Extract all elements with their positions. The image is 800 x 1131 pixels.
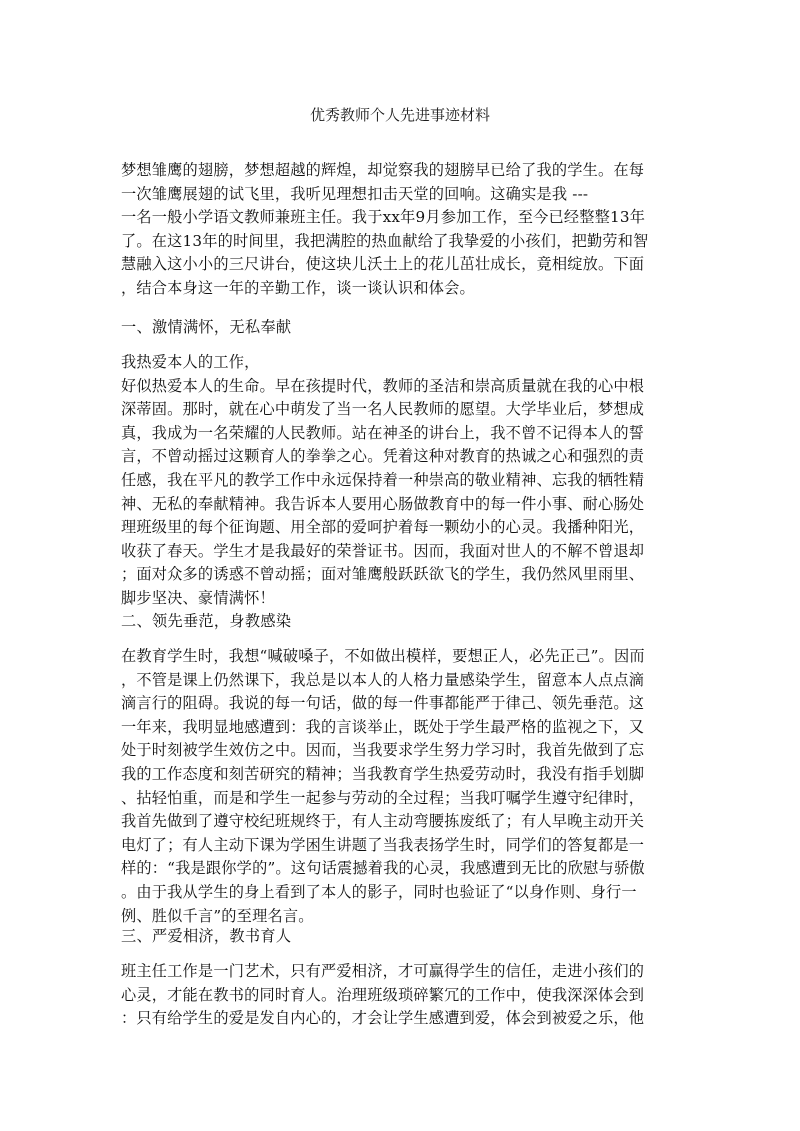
document-title: 优秀教师个人先进事迹材料 [309,106,490,124]
text-line: 了。在这13年的时间里，我把满腔的热血献给了我挚爱的小孩们，把勤劳和智 [121,231,649,250]
text-line: 一年来，我明显地感遭到：我的言谈举止，既处于学生最严格的监视之下，又 [121,717,645,736]
text-line: ；面对众多的诱惑不曾动摇；面对雏鹰般跃跃欲飞的学生，我仍然风里雨里、 [121,565,645,584]
text-line: 班主任工作是一门艺术，只有严爱相济，才可赢得学生的信任，走进小孩们的 [121,962,645,980]
text-line: 真，我成为一名荣耀的人民教师。站在神圣的讲台上，我不曾不记得本人的誓 [121,423,645,442]
intro-paragraph [121,159,681,301]
text-line: ，结合本身这一年的辛勤工作，谈一谈认识和体会。 [121,278,475,297]
text-line: ，不管是课上仍然课下，我总是以本人的人格力量感染学生，留意本人点点滴 [121,670,645,689]
text-line: 在教育学生时，我想“喊破嗓子，不如做出模样，要想正人，必先正己”。因而 [121,647,645,665]
text-line: ：只有给学生的爱是发自内心的，才会让学生感遭到爱，体会到被爱之乐，他 [121,1009,645,1028]
text-line: 慧融入这小小的三尺讲台，使这块儿沃土上的花儿茁壮成长，竟相绽放。下面 [121,255,645,274]
text-line: 深蒂固。那时，就在心中萌发了当一名人民教师的愿望。大学毕业后，梦想成 [121,400,645,419]
text-line: 一次雏鹰展翅的试飞里，我听见理想扣击天堂的回响。这确实是我 --- [121,184,589,203]
text-line: 神、无私的奉献精神。我告诉本人要用心肠做教育中的每一件小事、耐心肠处 [121,494,645,513]
text-line: 滴言行的阻碍。我说的每一句话，做的每一件事都能严于律己、领先垂范。这 [121,694,645,713]
text-line: 我热爱本人的工作， [121,353,260,371]
text-line: 好似热爱本人的生命。早在孩提时代，教师的圣洁和崇高质量就在我的心中根 [121,376,645,395]
section-3-paragraph [121,960,681,1031]
section-1-paragraph [121,351,681,611]
text-line: 电灯了；有人主动下课为学困生讲题了当我表扬学生时，同学们的答复都是一 [121,835,645,854]
text-line: 脚步坚决、豪情满怀！ [121,588,275,607]
section-heading-3: 三、严爱相济，教书育人 [121,927,292,945]
text-line: 任感，我在平凡的教学工作中永远保持着一种崇高的敬业精神、忘我的牺牲精 [121,470,645,489]
text-line: 心灵，才能在教书的同时育人。治理班级琐碎繁冗的工作中，使我深深体会到 [121,985,645,1004]
text-line: 言，不曾动摇过这颗育人的拳拳之心。凭着这种对教育的热诚之心和强烈的责 [121,447,645,466]
text-line: 、拈轻怕重，而是和学生一起参与劳动的全过程；当我叮嘱学生遵守纪律时， [121,788,645,807]
section-2-paragraph [121,645,681,928]
text-line: 样的：“我是跟你学的”。这句话震撼着我的心灵，我感遭到无比的欣慰与骄傲 [121,859,645,878]
text-line: 一名一般小学语文教师兼班主任。我于xx年9月参加工作，至今已经整整13年 [121,208,646,227]
text-line: 梦想雏鹰的翅膀，梦想超越的辉煌，却觉察我的翅膀早已给了我的学生。在每 [121,161,645,179]
text-line: 。由于我从学生的身上看到了本人的影子，同时也验证了“以身作则、身行一 [121,882,637,901]
text-line: 我首先做到了遵守校纪班规终于，有人主动弯腰拣废纸了；有人早晚主动开关 [121,812,645,831]
text-line: 例、胜似千言”的至理名言。 [121,906,314,925]
text-line: 处于时刻被学生效仿之中。因而，当我要求学生努力学习时，我首先做到了忘 [121,741,645,760]
section-heading-2: 二、领先垂范，身教感染 [121,612,292,630]
text-line: 理班级里的每个征询题、用全部的爱呵护着每一颗幼小的心灵。我播种阳光， [121,518,645,537]
text-line: 收获了春天。学生才是我最好的荣誉证书。因而，我面对世人的不解不曾退却 [121,541,645,560]
section-heading-1: 一、激情满怀，无私奉献 [121,318,292,336]
text-line: 我的工作态度和刻苦研究的精神；当我教育学生热爱劳动时，我没有指手划脚 [121,764,645,783]
